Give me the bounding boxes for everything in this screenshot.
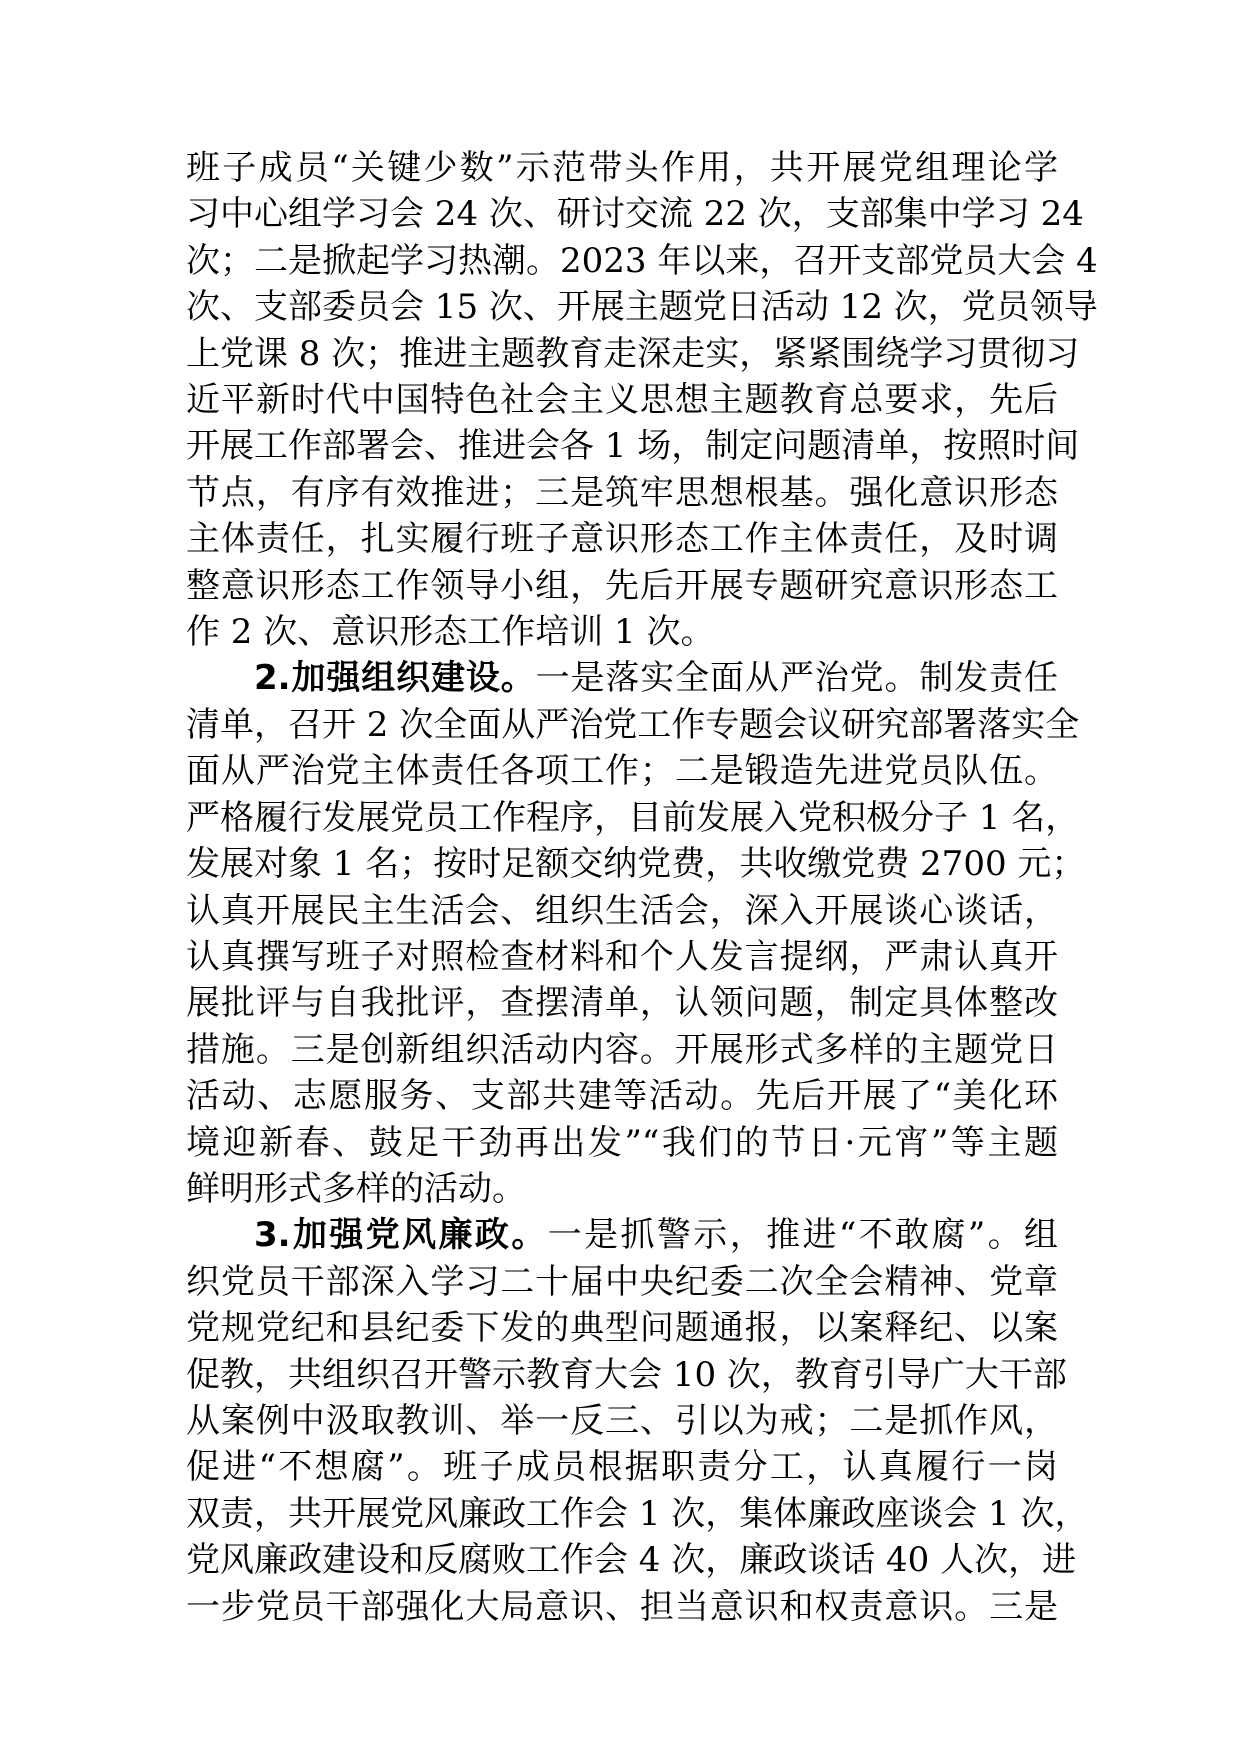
text-line: 措施。三是创新组织活动内容。开展形式多样的主题党日 [186,1029,1058,1070]
text-line: 发展对象 1 名；按时足额交纳党费，共收缴党费 2700 元； [186,844,1086,885]
text-line: 近平新时代中国特色社会主义思想主题教育总要求，先后 [186,380,1058,421]
text-run: 一是抓警示，推进“不敢腐”。组 [547,1215,1059,1256]
section-heading: 2.加强组织建设。 [254,658,536,699]
section-heading: 3.加强党风廉政。 [254,1215,548,1256]
text-line: 主体责任，扎实履行班子意识形态工作主体责任，及时调 [186,519,1058,560]
document-page [186,145,1098,1630]
text-line: 整意识形态工作领导小组，先后开展专题研究意识形态工 [186,565,1058,606]
text-line: 认真开展民主生活会、组织生活会，深入开展谈心谈话， [186,890,1058,931]
text-line: 班子成员“关键少数”示范带头作用，共开展党组理论学 [186,148,1058,188]
text-line: 作 2 次、意识形态工作培训 1 次。 [186,612,715,653]
paragraph-first-line [186,655,1058,701]
text-line: 上党课 8 次；推进主题教育走深走实，紧紧围绕学习贯彻习 [186,333,1080,374]
paragraph-integrity [186,1212,1089,1630]
text-line: 从案例中汲取教训、举一反三、引以为戒；二是抓作风， [186,1400,1058,1441]
text-line: 展批评与自我批评，查摆清单，认领问题，制定具体整改 [186,983,1058,1024]
text-line: 开展工作部署会、推进会各 1 场，制定问题清单，按照时间 [186,426,1080,467]
text-line: 促教，共组织召开警示教育大会 10 次，教育引导广大干部 [186,1354,1067,1395]
text-line: 面从严治党主体责任各项工作；二是锻造先进党员队伍。 [186,751,1058,792]
paragraph-theory-study [186,145,1098,655]
text-line: 党风廉政建设和反腐败工作会 4 次，廉政谈话 40 人次，进 [186,1540,1077,1581]
text-run: 一是落实全面从严治党。制发责任 [535,658,1058,699]
paragraph-organization [186,655,1086,1212]
text-line: 织党员干部深入学习二十届中央纪委二次全会精神、党章 [186,1261,1058,1302]
text-line: 促进“不想腐”。班子成员根据职责分工，认真履行一岗 [186,1447,1058,1488]
text-line: 认真撰写班子对照检查材料和个人发言提纲，严肃认真开 [186,936,1058,977]
text-line: 习中心组学习会 24 次、研讨交流 22 次，支部集中学习 24 [186,194,1084,235]
text-line: 次；二是掀起学习热潮。2023 年以来，召开支部党员大会 4 [186,240,1098,281]
text-line: 一步党员干部强化大局意识、担当意识和权责意识。三是 [186,1586,1058,1627]
text-line: 境迎新春、鼓足干劲再出发”“我们的节日·元宵”等主题 [186,1122,1058,1163]
text-line: 双责，共开展党风廉政工作会 1 次，集体廉政座谈会 1 次， [186,1493,1089,1534]
text-line: 节点，有序有效推进；三是筑牢思想根基。强化意识形态 [186,472,1058,513]
text-line: 清单，召开 2 次全面从严治党工作专题会议研究部署落实全 [186,704,1080,745]
text-line: 活动、志愿服务、支部共建等活动。先后开展了“美化环 [186,1076,1058,1117]
text-line: 鲜明形式多样的活动。 [186,1168,526,1209]
text-line: 严格履行发展党员工作程序，目前发展入党积极分子 1 名， [186,797,1080,838]
text-line: 党规党纪和县纪委下发的典型问题通报，以案释纪、以案 [186,1308,1058,1349]
paragraph-first-line [186,1212,1058,1258]
text-line: 次、支部委员会 15 次、开展主题党日活动 12 次，党员领导 [186,287,1098,328]
